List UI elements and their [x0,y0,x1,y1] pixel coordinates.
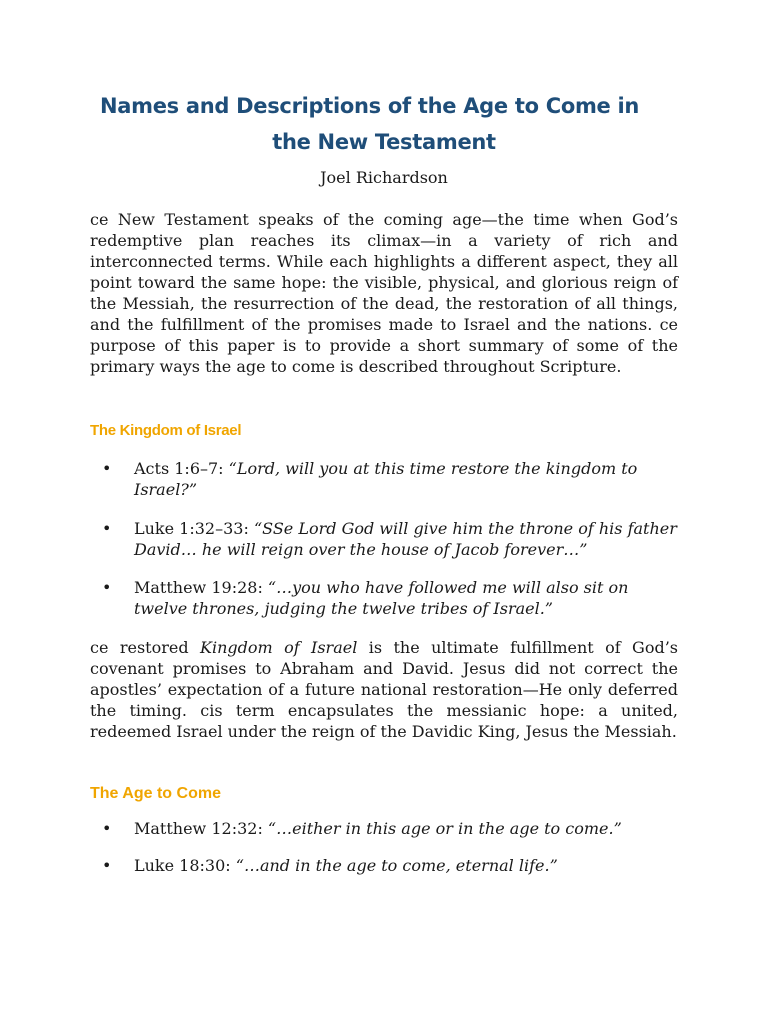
bullet-marker: • [102,459,112,478]
section-heading-kingdom-of-israel: The Kingdom of Israel [90,422,242,439]
scripture-quote: “…you who have followed me will also sit on twelve thrones, judging the twelve tribes of Israel.” [134,578,629,618]
list-item [90,458,678,500]
paragraph-text-end: is the ultimate fulfillment of God’s covenant promises to Abraham and David. Jesus did not correct the apostles’ expectation of a future national restoration—He only deferred the timing. cis term encapsulates the messianic hope: a united, redeemed Israel under the reign of the Davidic King, Jesus the Messiah. [90,638,679,741]
bullet-marker: • [102,819,112,838]
scripture-quote: “SSe Lord God will give him the throne of his father David… he will reign over the house of Jacob forever…” [134,519,677,559]
scripture-quote: “Lord, will you at this time restore the kingdom to Israel?” [134,459,638,499]
list-item [90,855,678,876]
list-item [90,577,678,619]
scripture-reference: Acts 1:6–7: [134,459,229,478]
list-item [90,518,678,560]
scripture-quote: “…either in this age or in the age to come.” [267,819,622,838]
bullet-marker: • [102,856,112,875]
bullet-marker: • [102,519,112,538]
intro-paragraph: ce New Testament speaks of the coming age—the time when God’s redemptive plan reaches its climax—in a variety of rich and interconnected terms. While each highlights a different aspect, they all point toward the same hope: the visible, physical, and glorious reign of the Messiah, the resurrection of the dead, the restoration of all things, and the fulfillment of the promises made to Israel and the nations. ce purpose of this paper is to provide a short summary of some of the primary ways the age to come is described throughout Scripture. [90,210,678,376]
paragraph-text-start: ce restored [90,638,200,657]
scripture-reference: Matthew 19:28: [134,578,268,597]
bullet-marker: • [102,578,112,597]
section-heading-age-to-come: The Age to Come [90,785,221,802]
kingdom-of-israel-paragraph [90,637,678,742]
document-title-line-1: Names and Descriptions of the Age to Come in [100,94,640,118]
document-title-line-2: the New Testament [272,130,496,154]
author-name: Joel Richardson [320,168,448,187]
scripture-reference: Matthew 12:32: [134,819,268,838]
paragraph-emphasis: Kingdom of Israel [200,638,358,657]
scripture-reference: Luke 1:32–33: [134,519,254,538]
list-item [90,818,678,839]
scripture-quote: “…and in the age to come, eternal life.” [235,856,558,875]
scripture-reference: Luke 18:30: [134,856,236,875]
